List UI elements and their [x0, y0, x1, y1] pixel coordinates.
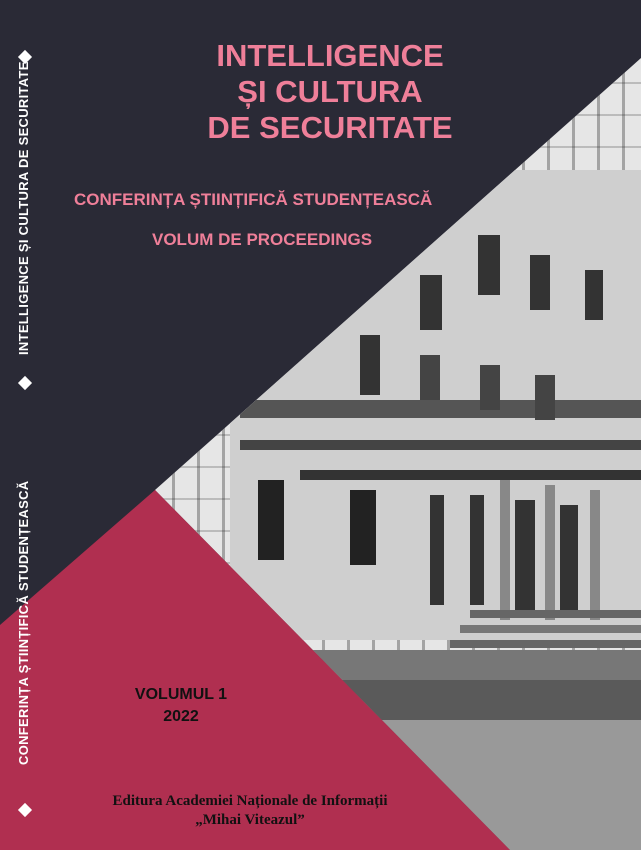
conference-subtitle: CONFERINȚA ȘTIINȚIFICĂ STUDENȚEASCĂ — [74, 190, 433, 209]
publisher-line-1: Editura Academiei Naționale de Informații — [112, 793, 388, 809]
publisher — [60, 792, 440, 830]
title-line-2: ȘI CULTURA — [237, 74, 423, 109]
title-line-1: INTELLIGENCE — [216, 38, 444, 73]
proceedings-subtitle: VOLUM DE PROCEEDINGS — [152, 230, 373, 249]
publisher-line-2: „Mihai Viteazul” — [195, 812, 305, 828]
spine-title-top: INTELLIGENCE ȘI CULTURA DE SECURITATE — [16, 61, 31, 355]
volume-label: VOLUMUL 1 — [134, 686, 228, 703]
year-label: 2022 — [163, 708, 199, 725]
cover-title — [0, 38, 641, 146]
title-line-3: DE SECURITATE — [207, 110, 453, 145]
spine-title-bottom: CONFERINȚA ȘTIINȚIFICĂ STUDENȚEASCĂ — [16, 480, 31, 765]
